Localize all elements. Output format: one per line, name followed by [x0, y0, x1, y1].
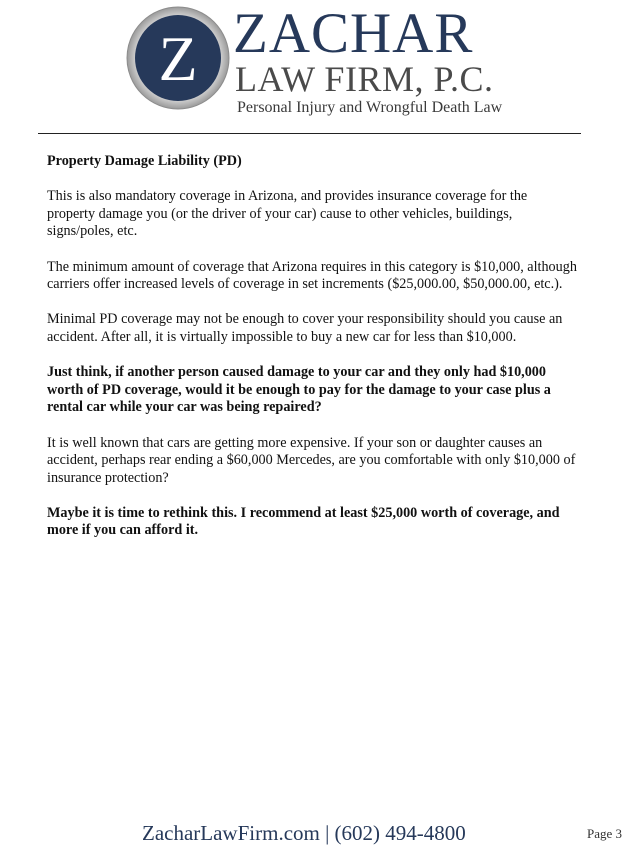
paragraph-minimal-coverage: Minimal PD coverage may not be enough to cover your responsibility should you cause an accident. After all, it is virtually impossible to buy a new car for less than $10,000. [47, 311, 563, 345]
paragraph-just-think: Just think, if another person caused damage to your car and they only had $10,000 worth of PD coverage, would it be enough to pay for the damage to your case plus a rental car while your car was being repaired? [47, 364, 551, 416]
firm-subtitle: LAW FIRM, P.C. [235, 59, 494, 99]
firm-tagline: Personal Injury and Wrongful Death Law [237, 99, 503, 116]
paragraph-cars-expensive: It is well known that cars are getting more expensive. If your son or daughter causes an accident, perhaps rear ending a $60,000 Mercedes, are you comfortable with only $10,000 of insurance protection? [47, 434, 576, 486]
paragraph-recommendation: Maybe it is time to rethink this. I recommend at least $25,000 worth of coverage, and more if you can afford it. [47, 504, 560, 539]
page-number: Page 3 [587, 826, 623, 841]
paragraph-mandatory-coverage: This is also mandatory coverage in Arizona, and provides insurance coverage for the property damage you (or the driver of your car) cause to other vehicles, buildings, signs/poles, etc. [47, 188, 528, 240]
footer-contact: ZacharLawFirm.com | (602) 494-4800 [142, 821, 466, 845]
section-heading: Property Damage Liability (PD) [47, 153, 242, 169]
firm-logo-icon [126, 6, 230, 110]
document-body [47, 153, 577, 558]
letterhead [0, 0, 638, 130]
logo-letter: Z [158, 23, 198, 94]
header-divider [38, 133, 581, 134]
firm-name: ZACHAR [233, 2, 474, 65]
paragraph-minimum-amount: The minimum amount of coverage that Arizona requires in this category is $10,000, although carriers offer increased levels of coverage in set increments ($25,000.00, $50,000.00, etc.). [47, 258, 577, 293]
